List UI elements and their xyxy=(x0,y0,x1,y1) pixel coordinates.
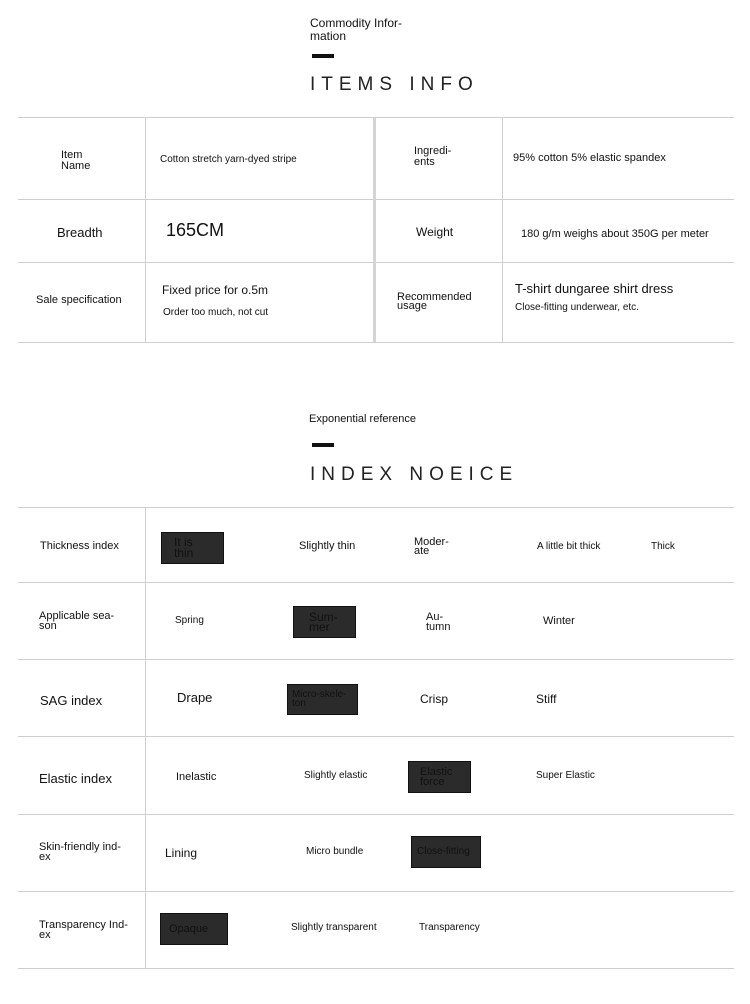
option: Drape xyxy=(177,690,213,705)
column-divider xyxy=(145,508,146,968)
option: Spring xyxy=(175,615,204,626)
option: Slightly elastic xyxy=(304,770,368,781)
option: Slightly transparent xyxy=(291,922,377,933)
option: Au-tumn xyxy=(426,611,451,633)
table-divider xyxy=(18,814,734,815)
table-divider xyxy=(18,968,734,969)
option: Stiff xyxy=(536,692,557,706)
option: Thick xyxy=(651,541,675,552)
table-divider xyxy=(18,117,734,118)
season-label: Applicable sea-son xyxy=(39,610,115,632)
usage-value: T-shirt dungaree shirt dress xyxy=(515,281,674,296)
option: Transparency xyxy=(419,922,480,933)
usage-note: Close-fitting underwear, etc. xyxy=(515,302,639,313)
ingredients-label: Ingredi-ents xyxy=(414,145,452,168)
elastic-index-label: Elastic index xyxy=(39,771,112,786)
option: Crisp xyxy=(420,692,449,706)
option: Micro bundle xyxy=(306,846,364,857)
option: Winter xyxy=(543,615,575,627)
index-notice-title: INDEX NOEICE xyxy=(310,464,519,485)
table-divider xyxy=(18,736,734,737)
item-name-value: Cotton stretch yarn-dyed stripe xyxy=(160,154,297,165)
transparency-label: Transparency Ind-ex xyxy=(39,919,128,941)
sag-index-label: SAG index xyxy=(40,693,103,708)
section-dash xyxy=(312,54,334,58)
table-divider xyxy=(18,659,734,660)
index-notice-subtitle: Exponential reference xyxy=(309,413,417,425)
table-divider xyxy=(18,507,734,508)
breadth-value: 165CM xyxy=(166,220,225,240)
option: Lining xyxy=(165,846,198,860)
thickness-index-label: Thickness index xyxy=(40,540,119,552)
option: A little bit thick xyxy=(537,541,601,552)
table-divider xyxy=(18,199,734,200)
sale-spec-value: Fixed price for o.5m xyxy=(162,283,269,297)
table-divider xyxy=(18,342,734,343)
breadth-label: Breadth xyxy=(57,225,103,240)
option: Super Elastic xyxy=(536,770,595,781)
option: Moder-ate xyxy=(414,536,449,557)
column-divider xyxy=(502,118,503,342)
table-divider xyxy=(18,262,734,263)
table-divider xyxy=(18,582,734,583)
column-divider xyxy=(145,118,146,342)
sale-spec-note: Order too much, not cut xyxy=(163,307,269,318)
items-info-subtitle: Commodity Infor-mation xyxy=(310,16,403,43)
option: Inelastic xyxy=(176,771,217,783)
option-selected: Sum-mer xyxy=(293,606,356,638)
items-info-title: ITEMS INFO xyxy=(310,74,479,95)
weight-value: 180 g/m weighs about 350G per meter xyxy=(521,228,709,240)
option-selected: Micro-skele-ton xyxy=(287,684,358,715)
sale-spec-label: Sale specification xyxy=(36,294,122,306)
option-selected: Close-fitting xyxy=(411,836,481,868)
option-selected: It is thin xyxy=(161,532,224,564)
option: Slightly thin xyxy=(299,540,356,552)
skin-friendly-label: Skin-friendly ind-ex xyxy=(39,841,121,863)
weight-label: Weight xyxy=(416,225,454,239)
column-divider xyxy=(373,118,376,342)
section-dash xyxy=(312,443,334,447)
ingredients-value: 95% cotton 5% elastic spandex xyxy=(513,152,666,164)
option-selected: Opaque xyxy=(160,913,228,945)
item-name-label: Item Name xyxy=(61,149,91,172)
usage-label: Recommended usage xyxy=(397,291,472,312)
option-selected: Elastic force xyxy=(408,761,471,793)
table-divider xyxy=(18,891,734,892)
